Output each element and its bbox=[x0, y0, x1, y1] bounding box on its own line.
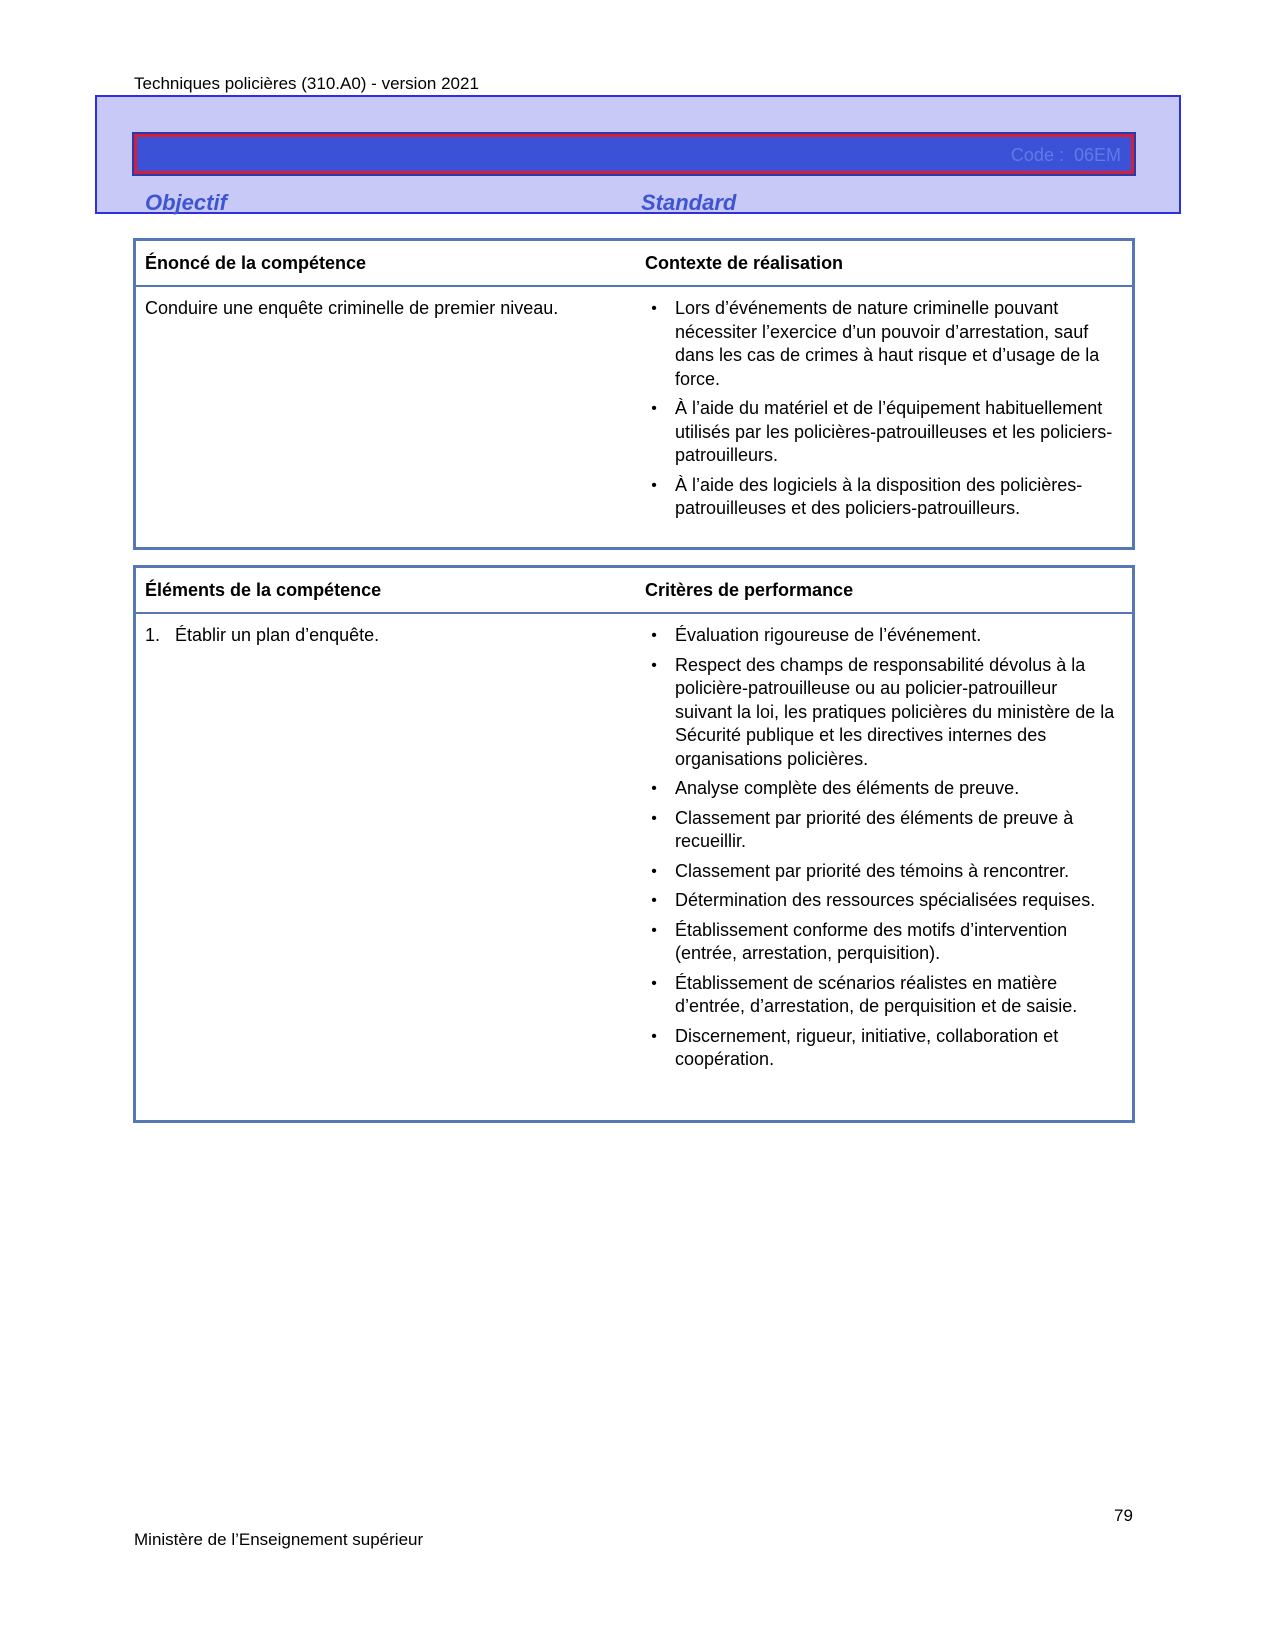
footer-ministry: Ministère de l’Enseignement supérieur bbox=[134, 1530, 424, 1549]
criterion-text: Établissement de scénarios réalistes en matière d’entrée, d’arrestation, de perquisition et de saisie. bbox=[675, 972, 1078, 1016]
list-item bbox=[645, 807, 1115, 854]
list-item bbox=[645, 919, 1115, 966]
bullet-icon: • bbox=[651, 1027, 657, 1045]
context-heading: Contexte de réalisation bbox=[645, 253, 844, 273]
bullet-icon: • bbox=[651, 656, 657, 674]
bullet-icon: • bbox=[651, 809, 657, 827]
criterion-text: Établissement conforme des motifs d’intervention (entrée, arrestation, perquisition). bbox=[675, 919, 1068, 963]
competency-elements-table bbox=[133, 565, 1135, 1123]
list-item bbox=[645, 654, 1115, 772]
bullet-icon: • bbox=[651, 862, 657, 880]
competency-statement-table bbox=[133, 238, 1135, 550]
criterion-text: Classement par priorité des témoins à rencontrer. bbox=[675, 860, 1070, 881]
bullet-icon: • bbox=[651, 892, 657, 909]
list-item bbox=[645, 474, 1115, 521]
list-item bbox=[645, 889, 1115, 913]
list-item bbox=[645, 1025, 1115, 1072]
criteria-list bbox=[645, 624, 1115, 1078]
list-item bbox=[645, 777, 1115, 801]
bullet-icon: • bbox=[651, 400, 657, 417]
context-item-text: Lors d’événements de nature criminelle pouvant nécessiter l’exercice d’un pouvoir d’arrestation, sauf dans les cas de crimes à haut risque et d’usage de la force. bbox=[675, 298, 1100, 389]
table-header-row bbox=[136, 568, 1132, 614]
course-code-bar bbox=[134, 134, 1134, 174]
list-item bbox=[645, 972, 1115, 1019]
competency-element: 1. Établir un plan d’enquête. bbox=[145, 625, 380, 645]
course-code-label: Code : bbox=[1010, 145, 1064, 165]
list-item bbox=[645, 397, 1115, 468]
course-code-value: 06EM bbox=[1073, 145, 1121, 165]
criterion-text: Analyse complète des éléments de preuve. bbox=[675, 778, 1020, 798]
list-item bbox=[645, 860, 1115, 884]
section-titles bbox=[145, 190, 745, 220]
objectif-title: Objectif bbox=[145, 190, 227, 215]
statement-heading: Énoncé de la compétence bbox=[145, 253, 367, 273]
course-code bbox=[1011, 144, 1121, 166]
bullet-icon: • bbox=[651, 476, 657, 494]
bullet-icon: • bbox=[651, 627, 657, 644]
bullet-icon: • bbox=[651, 780, 657, 797]
context-list bbox=[645, 297, 1115, 527]
bullet-icon: • bbox=[651, 974, 657, 992]
bullet-icon: • bbox=[651, 300, 657, 317]
criterion-text: Respect des champs de responsabilité dévolus à la policière-patrouilleuse ou au policier-patrouilleur suivant la loi, les pratiques policières du ministère de la Sécurité publique et les directives internes des organisations policières. bbox=[675, 654, 1115, 769]
list-item bbox=[645, 624, 1115, 648]
running-header: Techniques policières (310.A0) - version 2021 bbox=[134, 74, 479, 93]
criterion-text: Classement par priorité des éléments de preuve à recueillir. bbox=[675, 807, 1074, 851]
criteria-heading: Critères de performance bbox=[645, 580, 854, 600]
table-header-row bbox=[136, 241, 1132, 287]
context-item-text: À l’aide des logiciels à la disposition des policières-patrouilleuses et des policiers-patrouilleurs. bbox=[675, 474, 1083, 518]
standard-title: Standard bbox=[641, 190, 737, 215]
criterion-text: Discernement, rigueur, initiative, collaboration et coopération. bbox=[675, 1025, 1059, 1069]
page-number: 79 bbox=[1114, 1506, 1133, 1525]
bullet-icon: • bbox=[651, 921, 657, 939]
list-item bbox=[645, 297, 1115, 391]
criterion-text: Évaluation rigoureuse de l’événement. bbox=[675, 625, 982, 645]
criterion-text: Détermination des ressources spécialisées requises. bbox=[675, 890, 1096, 910]
competency-statement: Conduire une enquête criminelle de premier niveau. bbox=[145, 298, 559, 318]
context-item-text: À l’aide du matériel et de l’équipement habituellement utilisés par les policières-patrouilleuses et les policiers-patrouilleurs. bbox=[675, 398, 1113, 465]
elements-heading: Éléments de la compétence bbox=[145, 580, 382, 600]
